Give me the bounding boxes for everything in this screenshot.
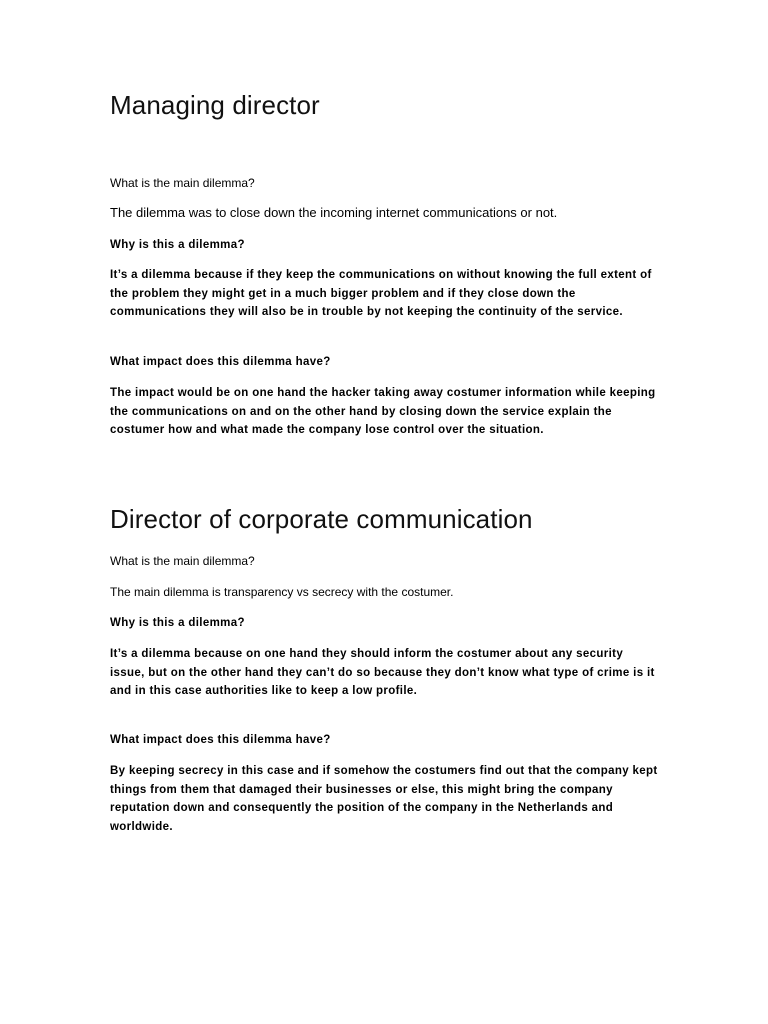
section-2-title: Director of corporate communication <box>110 504 533 534</box>
section-2-answer-main: The main dilemma is transparency vs secrecy with the costumer. <box>110 585 454 599</box>
section-1-question-why: Why is this a dilemma? <box>110 239 245 251</box>
section-1-question-main: What is the main dilemma? <box>110 176 255 190</box>
section-1-answer-main: The dilemma was to close down the incoming internet communications or not. <box>110 205 558 220</box>
section-1-title: Managing director <box>110 90 320 120</box>
section-2-question-impact: What impact does this dilemma have? <box>110 734 331 746</box>
section-2-question-main: What is the main dilemma? <box>110 554 255 568</box>
section-2-answer-why: It’s a dilemma because on one hand they should inform the costumer about any security issue, but on the other hand they can’t do so because they don’t know what type of crime is it and in this case authorities like to keep a low profile. <box>110 648 655 698</box>
section-1-answer-impact: The impact would be on one hand the hacker taking away costumer information while keeping the communications on and on the other hand by closing down the service explain the costumer how and what made the company lose control over the situation. <box>110 387 656 437</box>
section-2-question-why: Why is this a dilemma? <box>110 617 245 629</box>
section-2-answer-impact: By keeping secrecy in this case and if somehow the costumers find out that the company kept things from them that damaged their businesses or else, this might bring the company reputation down and consequently the position of the company in the Netherlands and worldwide. <box>110 765 658 833</box>
section-1-answer-why: It’s a dilemma because if they keep the communications on without knowing the full extent of the problem they might get in a much bigger problem and if they close down the communications they will also be in trouble by not keeping the continuity of the service. <box>110 269 652 319</box>
section-1-question-impact: What impact does this dilemma have? <box>110 356 331 368</box>
